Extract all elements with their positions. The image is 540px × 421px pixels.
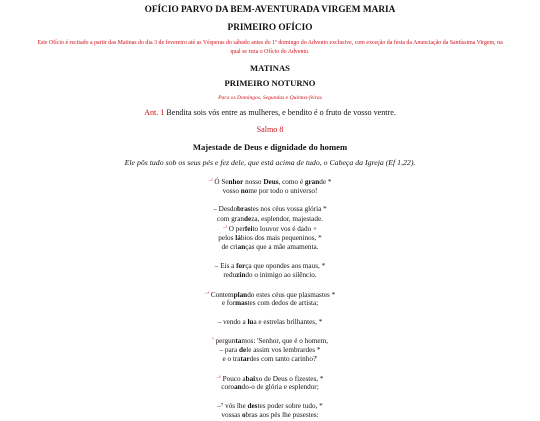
psalm-verse (6, 299, 534, 309)
accent-syllable: no (240, 186, 249, 195)
accent-syllable: an (237, 243, 246, 251)
psalm-label: Salmo 8 (256, 125, 284, 134)
verse-text: to louvor vos é dado + (252, 225, 318, 233)
accent-syllable: lu (247, 317, 254, 326)
psalm-epigraph: Ele pôs tudo sob os seus pés e fez dele, que está acima de tudo, o Cabeça da Igreja (Ef 1,22). (124, 158, 416, 167)
verse-number: ⁵ (211, 338, 214, 343)
psalm-verse (6, 411, 534, 421)
accent-syllable: mas (235, 299, 248, 307)
verse-text: tes poder sobre tudo, * (257, 401, 323, 410)
verse-text: bras aos pés lhe pusestes: (245, 411, 319, 419)
verse-text: vossas (221, 411, 242, 419)
verse-text: – para (219, 345, 240, 354)
verse-text: me por todo o universo! (248, 186, 318, 195)
psalm-stanza (6, 402, 534, 421)
psalm-verse (6, 224, 534, 234)
verse-text: de * (319, 178, 332, 186)
psalm-stanza (6, 177, 534, 196)
accent-syllable: tar (240, 355, 250, 363)
psalm-stanza (6, 262, 534, 281)
intro-rubric (6, 39, 534, 56)
psalm-stanza (6, 318, 534, 328)
verse-number: –³ (222, 226, 227, 231)
verse-text: , como é (278, 178, 305, 186)
verse-text: pelos (218, 233, 236, 242)
psalm-verse (6, 262, 534, 272)
document-page (0, 4, 540, 421)
verse-text: tes com dedos de artista; (247, 299, 319, 307)
verse-text: Pouco a (220, 374, 246, 383)
accent-syllable: bai (245, 374, 256, 383)
nocturn-title: PRIMEIRO NOTURNO (224, 78, 316, 88)
verse-number: –⁴ (204, 291, 210, 297)
accent-syllable: o (241, 411, 246, 419)
psalm-verse (6, 336, 534, 346)
psalm-verse (6, 271, 534, 281)
psalm-verse (6, 187, 534, 197)
psalm-verse (6, 215, 534, 225)
verse-text: O per (226, 225, 245, 233)
antiphon-label: Ant. 1 (144, 108, 165, 117)
office-subtitle: PRIMEIRO OFÍCIO (227, 23, 313, 33)
verse-text: com gran (217, 214, 244, 223)
accent-syllable: ta (235, 337, 242, 345)
psalm-verse (6, 290, 534, 300)
verse-text: ças que a mãe amamenta. (245, 243, 319, 251)
verse-text: nosso (243, 178, 264, 186)
psalm-verse (6, 318, 534, 328)
verse-text: Ó Se (212, 178, 229, 186)
verse-text: do-o de glória e esplendor; (241, 383, 319, 391)
verse-text: za, esplendor, majestade. (251, 214, 323, 223)
hour-title: MATINAS (250, 63, 290, 73)
accent-syllable: bras (237, 205, 251, 213)
verse-text: xo de Deus o fizestes, * (255, 374, 324, 383)
intro-rubric-line1: Este Ofício é recitado a partir das Matinas do dia 3 de fevereiro até as Vésperas do sábado antes do 1º domingo do Advento exclusive, com exceção da festa da Anunciação da Santíssima Virgem, na (37, 40, 503, 46)
psalm-verse (6, 383, 534, 393)
antiphon (6, 108, 534, 118)
verse-text: – Desdo (213, 205, 238, 213)
accent-syllable: plan (233, 290, 248, 299)
verse-text: – vendo a (217, 317, 248, 326)
verse-text: des com tanto carinho?' (249, 355, 318, 363)
verse-text: le assim vos lembrardes * (246, 345, 321, 354)
verse-text: coro (221, 383, 235, 391)
verse-text: ça que opondes aos maus, * (245, 261, 326, 270)
verse-text: de cri (221, 243, 238, 251)
accent-syllable: an (234, 383, 242, 391)
antiphon-text: Bendita sois vós entre as mulheres, e bendito é o fruto de vosso ventre. (166, 108, 396, 117)
accent-syllable: lá (235, 233, 241, 242)
verse-text: bios dos mais pequeninos, * (240, 233, 322, 242)
accent-syllable: de (244, 214, 252, 223)
psalm-stanza (6, 290, 534, 309)
psalm-verse (6, 355, 534, 365)
intro-rubric-line2: qual se reza o Ofício do Advento. (230, 48, 310, 55)
verse-text: –⁷ vós lhe (217, 401, 248, 410)
psalm-verse (6, 374, 534, 384)
verse-text: vosso (222, 186, 241, 195)
verse-text: tes nos céus vossa glória * (250, 205, 327, 213)
psalm-title: Majestade de Deus e dignidade do homem (192, 142, 348, 152)
verse-text: – Eis a (214, 261, 237, 270)
verse-number: –² (208, 179, 213, 184)
accent-syllable: nhor (228, 178, 244, 186)
psalm-verse (6, 205, 534, 215)
accent-syllable: fei (244, 225, 253, 233)
psalm-verse (6, 234, 534, 244)
verse-text: e for (221, 299, 236, 307)
psalm-stanza (6, 374, 534, 393)
psalm-verse (6, 243, 534, 253)
psalm-verse (6, 402, 534, 412)
accent-syllable: gran (304, 178, 320, 186)
psalm-body (6, 177, 534, 421)
verse-text: redu (223, 271, 237, 279)
nocturn-days-rubric: Para os Domingos, Segundas e Quintas-feiras (218, 95, 322, 101)
accent-syllable: Deus (263, 178, 279, 186)
accent-syllable: for (236, 261, 246, 270)
verse-text: a e estrelas brilhantes, * (253, 317, 323, 326)
accent-syllable: de (239, 345, 247, 354)
psalm-stanza (6, 205, 534, 253)
verse-text: do estes céus que plasmastes * (247, 290, 336, 299)
office-title: OFÍCIO PARVO DA BEM-AVENTURADA VIRGEM MARIA (144, 5, 396, 15)
psalm-stanza (6, 336, 534, 365)
accent-syllable: zin (236, 271, 246, 279)
accent-syllable: des (247, 401, 258, 410)
verse-text: do o inimigo ao silêncio. (245, 271, 317, 279)
verse-text: pergun (213, 337, 236, 345)
verse-text: e o tra (222, 355, 241, 363)
verse-text: Contem (209, 290, 234, 299)
verse-text: mos: 'Senhor, que é o homem, (241, 337, 329, 345)
verse-number: –⁶ (216, 375, 221, 381)
psalm-verse (6, 177, 534, 187)
psalm-verse (6, 346, 534, 356)
